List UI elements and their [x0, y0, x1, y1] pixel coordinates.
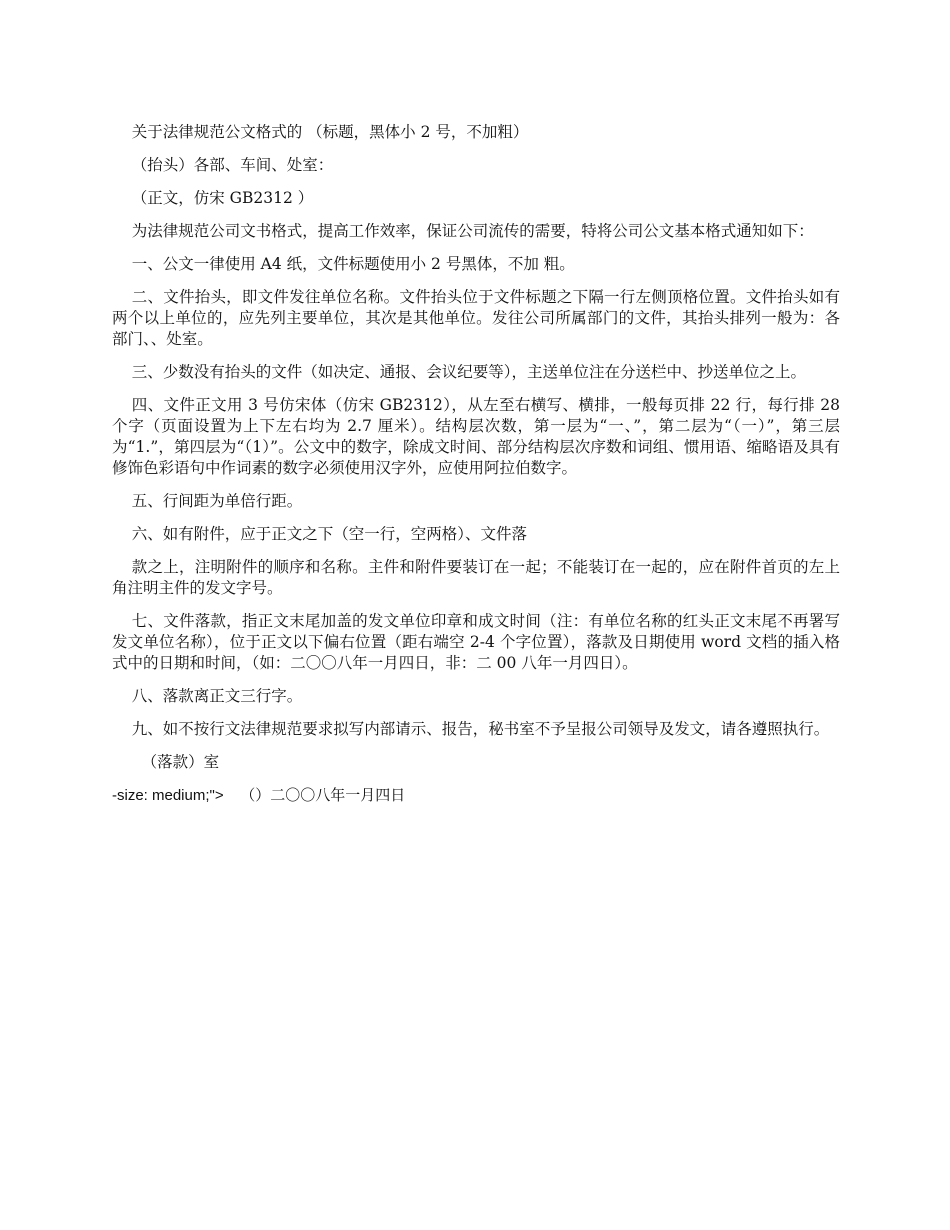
item-7: 七、文件落款，指正文末尾加盖的发文单位印章和成文时间（注：有单位名称的红头正文末尾不再署写发文单位名称），位于正文以下偏右位置（距右端空 2-4 个字位置），落款及日期使用 word 文档的插入格式中的日期和时间，（如：二〇〇八年一月四日，非：二 00 八年一月四日）。	[112, 612, 840, 672]
item-6-part-1: 六、如有附件，应于正文之下（空一行，空两格）、文件落	[131, 525, 527, 543]
item-6-part-2: 款之上，注明附件的顺序和名称。主件和附件要装订在一起；不能装订在一起的，应在附件首页的左上角注明主件的发文字号。	[112, 558, 840, 597]
item-4: 四、文件正文用 3 号仿宋体（仿宋 GB2312），从左至右横写、横排，一般每页排 22 行，每行排 28 个字（页面设置为上下左右均为 2.7 厘米）。结构层次数，第一层为“一、”，第二层为“（一）”，第三层为“1.”，第四层为“（1）”。公文中的数字，除成文时间、部分结构层次序数和词组、惯用语、缩略语及具有修饰色彩语句中作词素的数字必须使用汉字外，应使用阿拉伯数字。	[112, 396, 840, 477]
document-title: 关于法律规范公文格式的 （标题，黑体小 2 号，不加粗）	[131, 123, 529, 141]
item-8: 八、落款离正文三行字。	[131, 687, 303, 705]
signoff: （落款）室	[141, 753, 220, 771]
intro-paragraph: 为法律规范公司文书格式，提高工作效率，保证公司流传的需要，特将公司公文基本格式通知如下：	[131, 222, 814, 240]
item-9: 九、如不按行文法律规范要求拟写内部请示、报告，秘书室不予呈报公司领导及发文，请各遵照执行。	[131, 720, 830, 738]
item-5: 五、行间距为单倍行距。	[131, 492, 303, 510]
document-page	[112, 122, 840, 818]
body-font-note: （正文，仿宋 GB2312 ）	[131, 189, 314, 207]
item-2: 二、文件抬头，即文件发往单位名称。文件抬头位于文件标题之下隔一行左侧顶格位置。文件抬头如有两个以上单位的，应先列主要单位，其次是其他单位。发往公司所属部门的文件，其抬头排列一般为：各部门、、处室。	[112, 288, 840, 348]
item-1: 一、公文一律使用 A4 纸，文件标题使用小 2 号黑体，不加 粗。	[131, 255, 575, 273]
dateline: -size: medium;"> （）二〇〇八年一月四日	[112, 787, 406, 804]
document-heading: （抬头）各部、车间、处室：	[131, 156, 334, 174]
item-3: 三、少数没有抬头的文件（如决定、通报、会议纪要等），主送单位注在分送栏中、抄送单位之上。	[131, 363, 806, 381]
